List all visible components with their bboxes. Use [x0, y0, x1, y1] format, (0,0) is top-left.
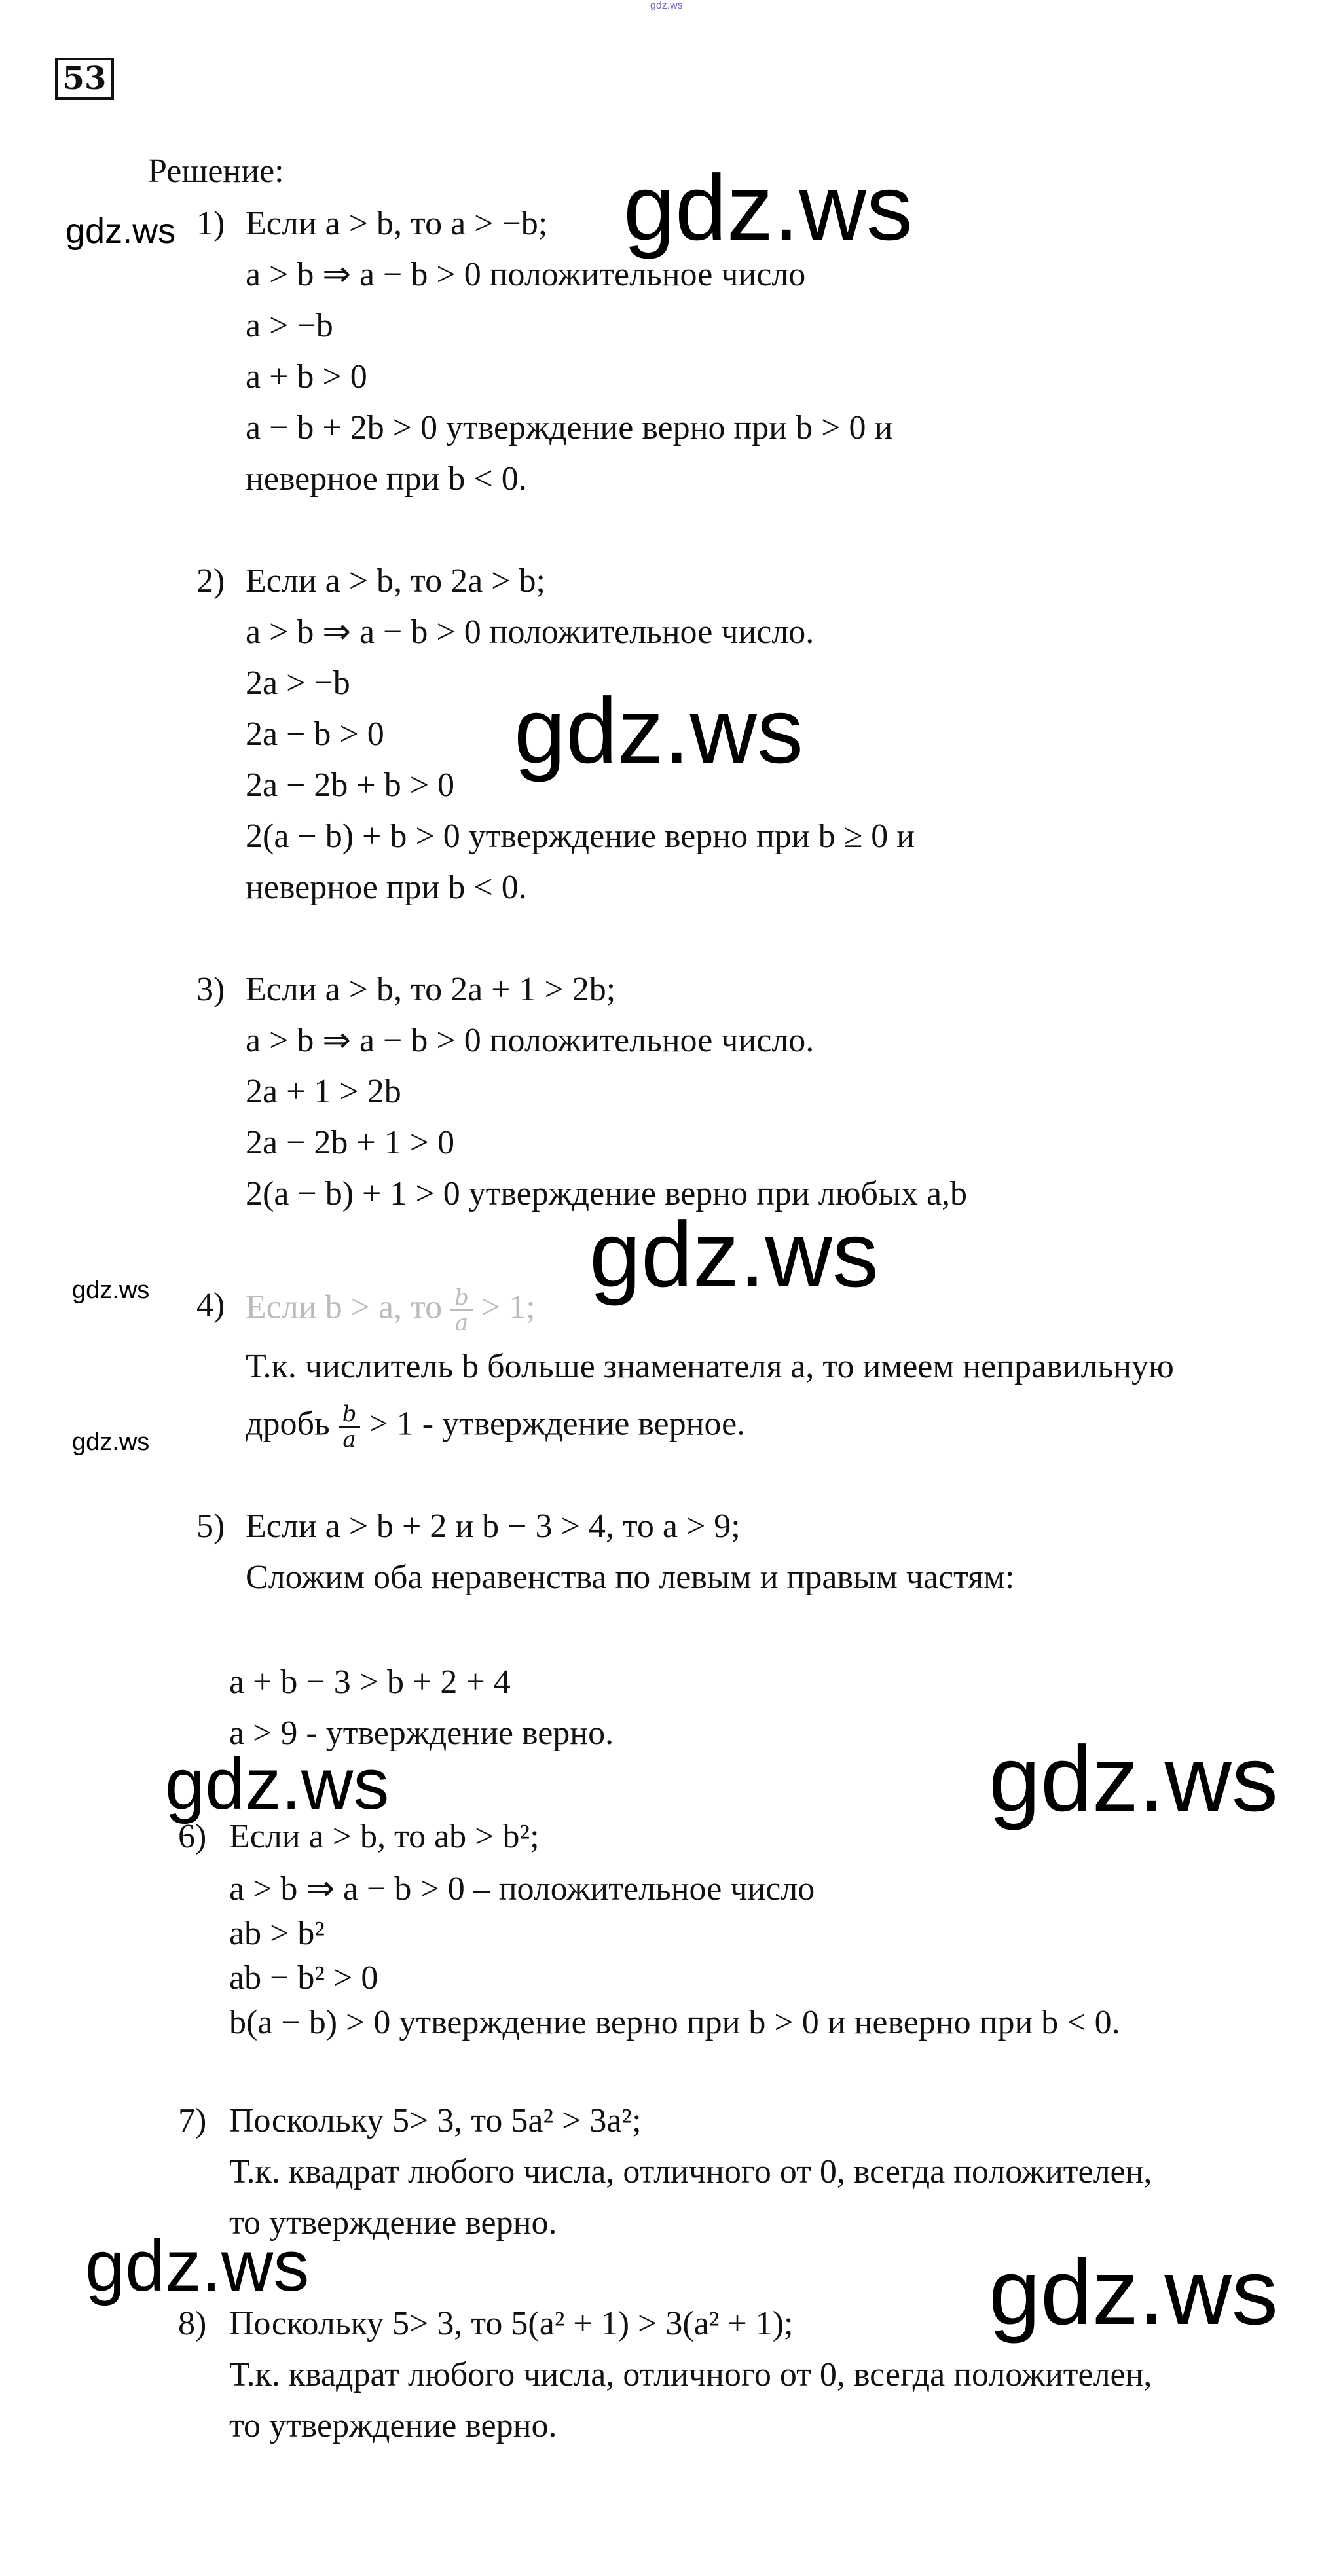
- watermark: gdz.ws: [989, 2240, 1278, 2344]
- item-7-line: то утверждение верно.: [229, 2204, 557, 2241]
- item-1-line: Если a > b, то a > −b;: [246, 205, 548, 242]
- fraction-denominator: a: [454, 1310, 469, 1336]
- item-2-line: неверное при b < 0.: [246, 869, 527, 906]
- item-3-line: Если a > b, то 2a + 1 > 2b;: [246, 971, 616, 1008]
- solution-label: Решение:: [148, 153, 284, 190]
- item-4-prefix: дробь: [246, 1405, 330, 1443]
- item-2-line: 2a − 2b + b > 0: [246, 767, 455, 804]
- item-2-line: Если a > b, то 2a > b;: [246, 562, 545, 600]
- watermark: gdz.ws: [989, 1727, 1278, 1831]
- watermark: gdz.ws: [85, 2226, 310, 2306]
- item-4-line-2: Т.к. числитель b больше знаменателя a, то имеем неправильную: [246, 1348, 1174, 1385]
- item-5-number: 5): [196, 1508, 225, 1545]
- item-4-line-3: [246, 1402, 745, 1451]
- item-2-number: 2): [196, 562, 225, 600]
- item-6-line: b(a − b) > 0 утверждение верно при b > 0 и неверно при b < 0.: [229, 2004, 1120, 2041]
- watermark: gdz.ws: [589, 1203, 879, 1307]
- item-3-line: 2a − 2b + 1 > 0: [246, 1124, 455, 1161]
- item-3-line: 2a + 1 > 2b: [246, 1073, 401, 1110]
- item-4-condition: Если b > a, то: [246, 1288, 443, 1326]
- fraction-numerator: b: [450, 1286, 473, 1311]
- item-6-line: ab − b² > 0: [229, 1959, 378, 1997]
- watermark: gdz.ws: [623, 156, 913, 260]
- watermark: gdz.ws: [72, 1277, 150, 1304]
- item-1-number: 1): [196, 205, 225, 242]
- watermark: gdz.ws: [65, 211, 176, 251]
- item-5-line: Сложим оба неравенства по левым и правым частям:: [246, 1559, 1015, 1596]
- item-6-line: ab > b²: [229, 1915, 325, 1952]
- item-3-number: 3): [196, 971, 225, 1008]
- item-7-line: Поскольку 5> 3, то 5a² > 3a²;: [229, 2102, 642, 2139]
- item-8-line: то утверждение верно.: [229, 2407, 557, 2444]
- item-4-condition-end: > 1;: [481, 1288, 536, 1326]
- watermark: gdz.ws: [514, 679, 803, 783]
- item-4-fraction-2: [339, 1402, 361, 1451]
- item-1-line: неверное при b < 0.: [246, 460, 527, 498]
- item-6-line: a > b ⇒ a − b > 0 – положительное число: [229, 1870, 815, 1908]
- site-label-top: gdz.ws: [650, 0, 683, 11]
- item-1-line: a > −b: [246, 307, 333, 344]
- item-3-line: 2(a − b) + 1 > 0 утверждение верно при любых a,b: [246, 1175, 968, 1212]
- fraction-denominator: a: [342, 1426, 356, 1453]
- item-6-line: Если a > b, то ab > b²;: [229, 1818, 540, 1855]
- item-7-number: 7): [178, 2102, 207, 2139]
- item-4-fraction: [450, 1286, 473, 1335]
- item-5-line: a > 9 - утверждение верно.: [229, 1714, 614, 1752]
- item-1-line: a − b + 2b > 0 утверждение верно при b > 0 и: [246, 409, 893, 446]
- item-3-line: a > b ⇒ a − b > 0 положительное число.: [246, 1022, 815, 1059]
- problem-number: 53: [55, 58, 114, 100]
- item-4-line-1: [246, 1286, 536, 1335]
- watermark: gdz.ws: [165, 1744, 390, 1824]
- item-5-line: a + b − 3 > b + 2 + 4: [229, 1663, 511, 1701]
- item-2-line: 2a − b > 0: [246, 716, 384, 753]
- item-4-number: 4): [196, 1286, 225, 1324]
- item-5-line: Если a > b + 2 и b − 3 > 4, то a > 9;: [246, 1508, 741, 1545]
- item-8-number: 8): [178, 2305, 207, 2342]
- item-8-line: Поскольку 5> 3, то 5(a² + 1) > 3(a² + 1);: [229, 2305, 794, 2342]
- watermark: gdz.ws: [72, 1428, 150, 1456]
- item-2-line: 2(a − b) + b > 0 утверждение верно при b ≥ 0 и: [246, 818, 915, 855]
- item-1-line: a > b ⇒ a − b > 0 положительное число: [246, 256, 806, 293]
- item-4-conclusion: > 1 - утверждение верное.: [369, 1405, 746, 1443]
- item-7-line: Т.к. квадрат любого числа, отличного от 0, всегда положителен,: [229, 2153, 1152, 2190]
- item-2-line: a > b ⇒ a − b > 0 положительное число.: [246, 613, 815, 651]
- item-1-line: a + b > 0: [246, 358, 367, 395]
- item-2-line: 2a > −b: [246, 664, 350, 702]
- item-6-number: 6): [178, 1818, 207, 1855]
- item-8-line: Т.к. квадрат любого числа, отличного от 0, всегда положителен,: [229, 2356, 1152, 2393]
- fraction-numerator: b: [339, 1402, 361, 1428]
